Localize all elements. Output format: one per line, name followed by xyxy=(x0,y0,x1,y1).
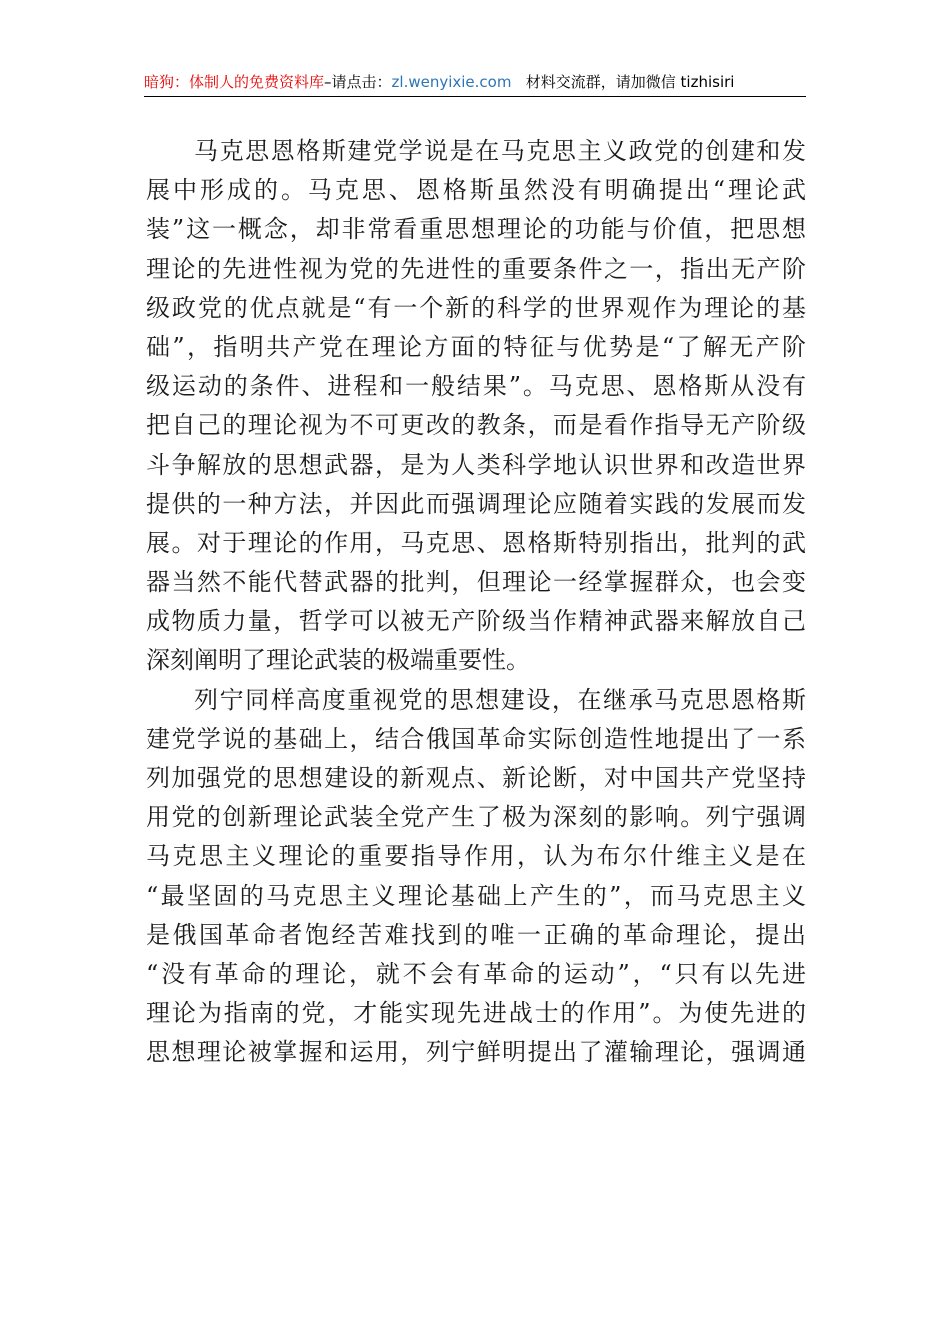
paragraph-line: 深刻阐明了理论武装的极端重要性。 xyxy=(146,646,530,675)
header-click-prefix: –请点击： xyxy=(324,73,392,91)
paragraph-line: 用党的创新理论武装全党产生了极为深刻的影响。列宁强调 xyxy=(146,803,806,832)
paragraph-line: 理论的先进性视为党的先进性的重要条件之一，指出无产阶 xyxy=(146,254,806,283)
paragraph-line: 器当然不能代替武器的批判，但理论一经掌握群众，也会变 xyxy=(146,568,806,597)
paragraph-line: 马克思恩格斯建党学说是在马克思主义政党的创建和发 xyxy=(194,137,806,165)
paragraph-line: 装”这一概念，却非常看重思想理论的功能与价值，把思想 xyxy=(146,215,806,244)
paragraph-line: 斗争解放的思想武器，是为人类科学地认识世界和改造世界 xyxy=(146,450,806,479)
header-divider xyxy=(144,96,806,97)
paragraph-line: 提供的一种方法，并因此而强调理论应随着实践的发展而发 xyxy=(146,489,806,518)
paragraph-line: 级政党的优点就是“有一个新的科学的世界观作为理论的基 xyxy=(146,293,806,322)
paragraph-line: 马克思主义理论的重要指导作用，认为布尔什维主义是在 xyxy=(146,842,806,871)
paragraph-2 xyxy=(146,681,810,1073)
paragraph-line: 列宁同样高度重视党的思想建设，在继承马克思恩格斯 xyxy=(194,685,806,714)
header-site-name: 暗狗：体制人的免费资料库 xyxy=(144,73,325,91)
header-link[interactable]: zl.wenyixie.com xyxy=(391,73,512,91)
paragraph-line: 展中形成的。马克思、恩格斯虽然没有明确提出“理论武 xyxy=(146,176,806,205)
page-header xyxy=(144,70,806,94)
paragraph-line: “没有革命的理论，就不会有革命的运动”，“只有以先进 xyxy=(146,959,806,988)
paragraph-line: 思想理论被掌握和运用，列宁鲜明提出了灌输理论，强调通 xyxy=(146,1038,806,1067)
paragraph-line: “最坚固的马克思主义理论基础上产生的”，而马克思主义 xyxy=(146,881,806,910)
paragraph-line: 理论为指南的党，才能实现先进战士的作用”。为使先进的 xyxy=(146,999,806,1028)
paragraph-line: 展。对于理论的作用，马克思、恩格斯特别指出，批判的武 xyxy=(146,528,806,557)
document-body xyxy=(146,132,810,1073)
paragraph-line: 础”，指明共产党在理论方面的特征与优势是“了解无产阶 xyxy=(146,332,806,361)
paragraph-line: 列加强党的思想建设的新观点、新论断，对中国共产党坚持 xyxy=(146,764,806,792)
header-wechat-note: 材料交流群，请加微信 tizhisiri xyxy=(525,73,735,91)
paragraph-1 xyxy=(146,132,810,681)
paragraph-line: 建党学说的基础上，结合俄国革命实际创造性地提出了一系 xyxy=(146,724,806,753)
paragraph-line: 是俄国革命者饱经苦难找到的唯一正确的革命理论，提出 xyxy=(146,920,806,949)
paragraph-line: 把自己的理论视为不可更改的教条，而是看作指导无产阶级 xyxy=(146,411,806,440)
paragraph-line: 级运动的条件、进程和一般结果”。马克思、恩格斯从没有 xyxy=(146,372,806,401)
paragraph-line: 成物质力量，哲学可以被无产阶级当作精神武器来解放自己 xyxy=(146,607,806,636)
